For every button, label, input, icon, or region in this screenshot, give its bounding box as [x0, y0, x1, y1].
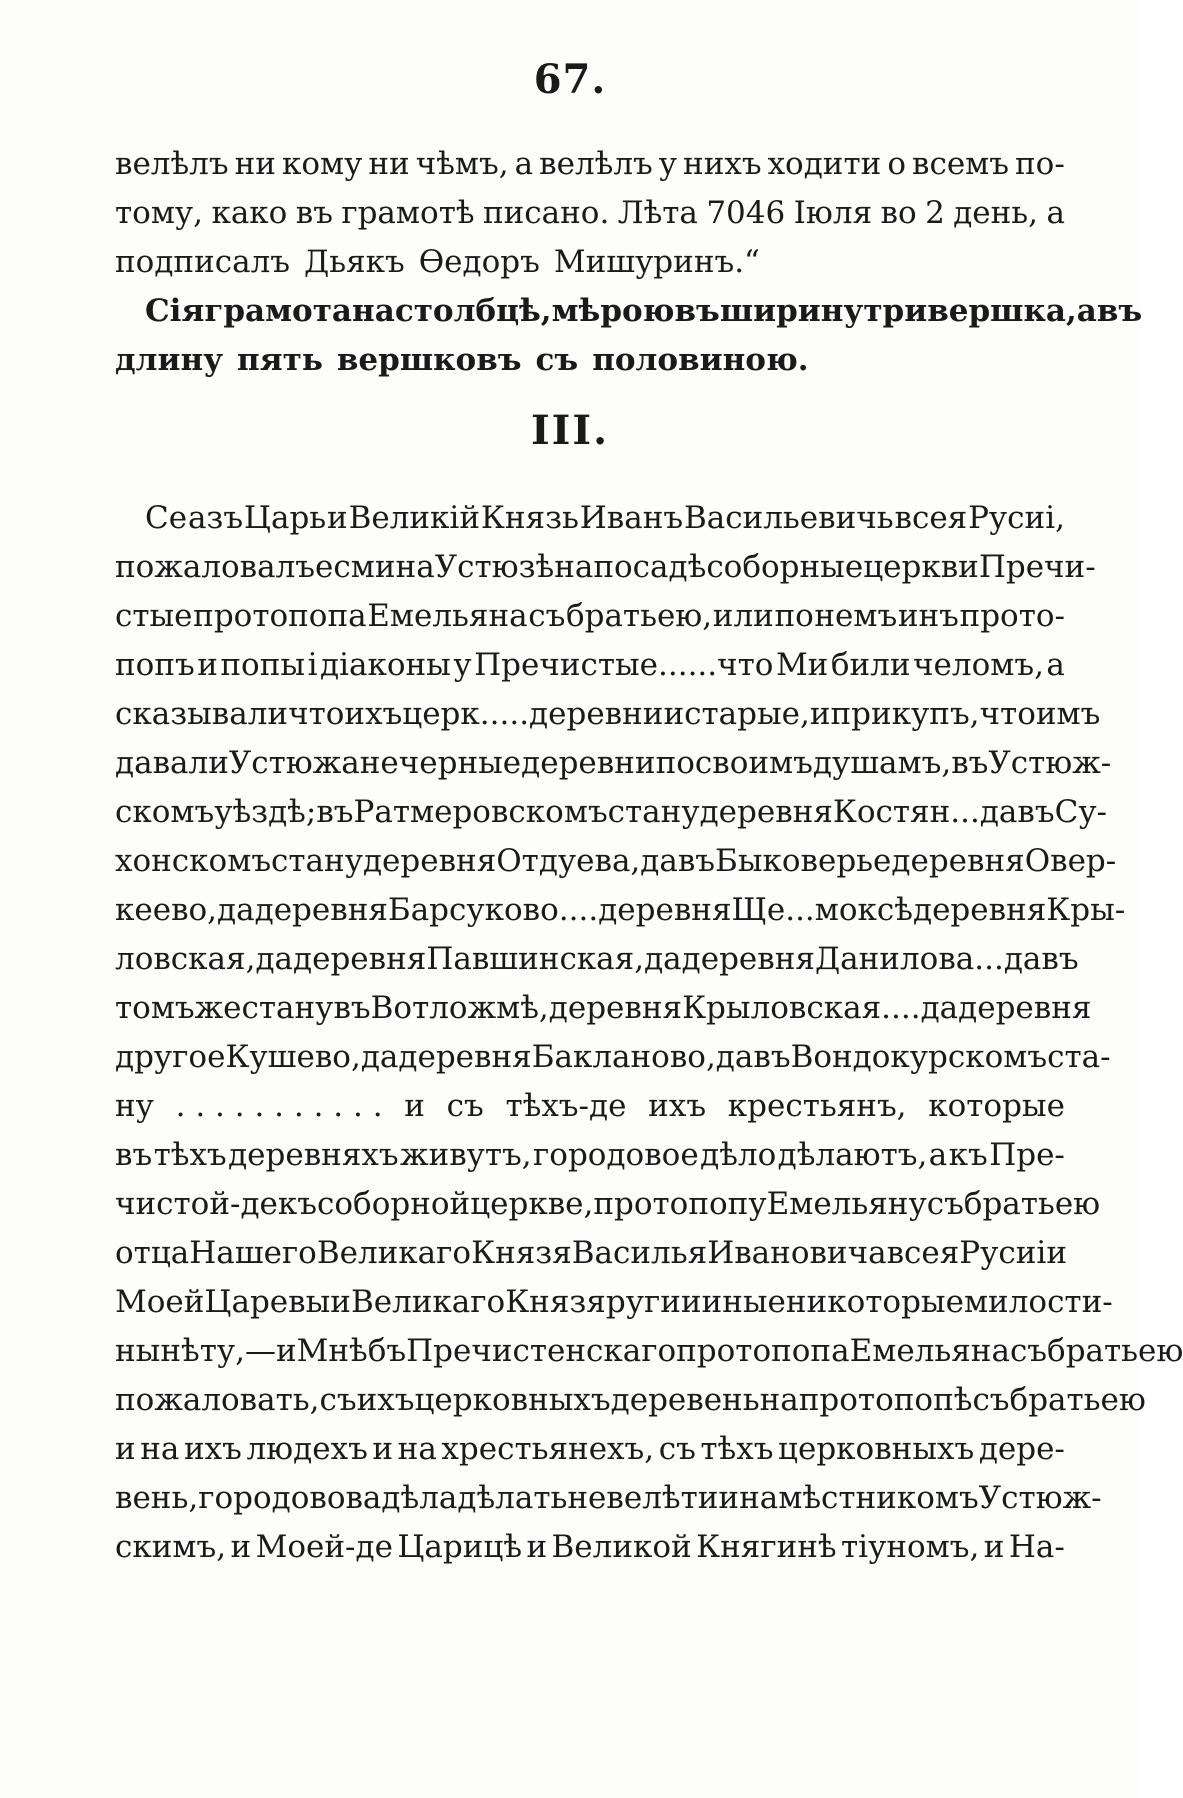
- word: попъ: [115, 647, 195, 683]
- word: деревня: [891, 843, 1025, 879]
- word: и: [663, 696, 685, 732]
- word: да: [255, 941, 294, 977]
- word: протопопу: [593, 1186, 767, 1222]
- word: никоторые: [785, 1284, 964, 1320]
- word: церк.....деревни: [402, 696, 664, 732]
- word: что: [979, 696, 1036, 732]
- word: съ: [972, 1382, 1010, 1418]
- text-line: [115, 189, 1065, 238]
- text-line: [115, 238, 1065, 287]
- word: і: [307, 647, 318, 683]
- word: и: [718, 1480, 740, 1516]
- word: Княгинѣ: [696, 1529, 837, 1565]
- word: Ѳедоръ: [418, 244, 540, 280]
- word: которые: [928, 1088, 1065, 1124]
- word: Овер-: [1024, 843, 1117, 879]
- word: съ: [319, 1382, 357, 1418]
- word: съ: [528, 598, 566, 634]
- word: и: [404, 1088, 425, 1124]
- word: а: [928, 1137, 948, 1173]
- word: вень,: [115, 1480, 199, 1516]
- word: Вондокурскомъ: [790, 1039, 1048, 1075]
- word: соборные: [706, 549, 864, 585]
- word: по-: [1015, 146, 1065, 182]
- word: церкви: [863, 549, 979, 585]
- word: въ: [316, 794, 354, 830]
- word: деревня: [548, 990, 683, 1026]
- word: Сія: [145, 293, 205, 329]
- text-line: [115, 886, 1126, 935]
- word: деревня: [958, 990, 1092, 1026]
- word: Быковерье: [715, 843, 892, 879]
- word: деревня: [913, 892, 1047, 928]
- word: братьею: [1047, 1333, 1183, 1369]
- word: ихъ: [184, 1431, 242, 1467]
- word: писано.: [482, 195, 610, 231]
- word: Ще...моксѣ: [731, 892, 913, 928]
- word: мѣрою: [551, 293, 675, 329]
- word: ни: [368, 146, 410, 182]
- word: а: [1046, 647, 1065, 683]
- word: вершковъ: [336, 342, 522, 378]
- word: немъ: [814, 598, 898, 634]
- word: Русиі: [959, 1235, 1047, 1271]
- word: и: [197, 647, 218, 683]
- word: въ: [753, 1039, 791, 1075]
- word: велѣлъ: [115, 146, 229, 182]
- word: да: [715, 1039, 754, 1075]
- word: деревень: [610, 1382, 760, 1418]
- word: Устюж-: [988, 745, 1112, 781]
- word: 2: [925, 195, 945, 231]
- word: братьею: [963, 1186, 1101, 1222]
- word: На-: [1008, 1529, 1065, 1565]
- word: Кушево,: [225, 1039, 361, 1075]
- word: церкве,: [470, 1186, 594, 1222]
- word: да: [640, 843, 678, 879]
- text-line: [115, 1033, 1111, 1082]
- word: на: [759, 1382, 799, 1418]
- word: стану: [607, 794, 700, 830]
- word: деревня: [681, 941, 815, 977]
- word: Устюзѣ: [434, 549, 555, 585]
- word: половиною.: [592, 342, 809, 378]
- word: ихъ: [344, 696, 403, 732]
- text-line: [115, 140, 1065, 189]
- word: сказывали: [115, 696, 289, 732]
- word: всея: [894, 500, 968, 536]
- text-line: [115, 1376, 1146, 1425]
- word: церковныхъ: [778, 1431, 975, 1467]
- word: ихъ: [648, 1088, 707, 1124]
- word: пожаловалъ: [115, 549, 316, 585]
- word: и: [230, 1529, 252, 1565]
- word: Иванъ: [579, 500, 684, 536]
- text-line: [115, 1131, 1065, 1180]
- word: Царь: [243, 500, 327, 536]
- text-line: [115, 494, 1065, 543]
- word: же: [194, 990, 242, 1026]
- text-line: [115, 788, 1108, 837]
- word: да: [360, 1039, 399, 1075]
- word: деревня: [362, 843, 497, 879]
- word: Князя: [505, 1284, 606, 1320]
- text-line: [115, 1180, 1101, 1229]
- word: Отдуева,: [496, 843, 641, 879]
- text-line: [115, 935, 1079, 984]
- word: Князь: [480, 500, 579, 536]
- word: въ: [333, 990, 371, 1026]
- word: деревняхъ: [228, 1137, 399, 1173]
- word: въ: [677, 843, 716, 879]
- text-line: [115, 837, 1117, 886]
- word: а: [514, 146, 534, 182]
- word: тіуномъ,: [841, 1529, 980, 1565]
- section-heading: III.: [530, 407, 610, 454]
- word: а: [1076, 293, 1097, 329]
- word: дѣла: [381, 1480, 458, 1516]
- word: столбцѣ,: [394, 293, 552, 329]
- word: на: [395, 549, 435, 585]
- word: въ: [1041, 941, 1079, 977]
- word: чистой-де: [115, 1186, 278, 1222]
- word: Лѣта: [617, 195, 698, 231]
- charter-note-paragraph: [115, 287, 1143, 385]
- word: дѣлать: [457, 1480, 568, 1516]
- word: Су-: [1054, 794, 1108, 830]
- word: Царицѣ: [397, 1529, 523, 1565]
- word: пять: [237, 342, 323, 378]
- word: ихъ: [356, 1382, 415, 1418]
- word: хонскомъ: [115, 843, 272, 879]
- word: чѣмъ,: [415, 146, 509, 182]
- word: давали: [115, 745, 229, 781]
- word: Ивановича: [707, 1235, 887, 1271]
- text-line: [115, 592, 1065, 641]
- word: попы: [220, 647, 306, 683]
- word: Василья: [571, 1235, 708, 1271]
- word: деревни: [521, 745, 656, 781]
- word: дѣло: [700, 1137, 777, 1173]
- word: и: [526, 1529, 548, 1565]
- word: Кры-: [1046, 892, 1126, 928]
- word: другое: [115, 1039, 226, 1075]
- word: ходити: [767, 146, 882, 182]
- word: инъ: [897, 598, 959, 634]
- word: 7046: [706, 195, 786, 231]
- word: вершка,: [927, 293, 1077, 329]
- charter-text-paragraph: [115, 494, 1183, 1572]
- word: имъ: [1035, 696, 1101, 732]
- word: Дьякъ: [304, 244, 405, 280]
- word: своимъ: [694, 745, 813, 781]
- word: деревня: [254, 892, 388, 928]
- word: деревня: [293, 941, 427, 977]
- word: Ми: [775, 647, 829, 683]
- word: Устюж-: [978, 1480, 1102, 1516]
- word: ну: [115, 1088, 154, 1124]
- word: городовое: [533, 1137, 699, 1173]
- text-line: [115, 1229, 1068, 1278]
- word: три: [863, 293, 928, 329]
- word: томъ: [115, 990, 195, 1026]
- word: на: [140, 1431, 180, 1467]
- word: Устюжане: [228, 745, 399, 781]
- word: иные: [701, 1284, 786, 1320]
- word: и: [983, 1529, 1005, 1565]
- word: подписалъ: [115, 244, 290, 280]
- word: у: [453, 647, 472, 683]
- text-line: [115, 336, 1065, 385]
- word: черные: [398, 745, 522, 781]
- word: грамотѣ: [341, 195, 475, 231]
- word: Великаго: [316, 1235, 472, 1271]
- word: Великаго: [350, 1284, 506, 1320]
- word: Се: [145, 500, 188, 536]
- word: городовова: [198, 1480, 382, 1516]
- word: велѣти: [606, 1480, 719, 1516]
- word: ны: [115, 1333, 161, 1369]
- word: и: [115, 1431, 136, 1467]
- word: милости-: [963, 1284, 1113, 1320]
- word: у: [658, 146, 678, 182]
- word: дере-: [978, 1431, 1065, 1467]
- word: Великой: [551, 1529, 692, 1565]
- word: на: [352, 293, 395, 329]
- word: велѣлъ: [539, 146, 653, 182]
- main-lines: [115, 494, 1183, 1572]
- word: по: [655, 745, 695, 781]
- word: Ратмеровскомъ: [353, 794, 608, 830]
- word: что: [288, 696, 345, 732]
- word: деревня: [398, 1039, 532, 1075]
- text-line: [115, 287, 1143, 336]
- word: съ: [658, 1431, 696, 1467]
- word: протопопа: [676, 1333, 850, 1369]
- word: къ: [948, 1137, 988, 1173]
- word: братьею,: [565, 598, 713, 634]
- word: или: [712, 598, 774, 634]
- word: тѣхъ: [153, 1137, 227, 1173]
- word: ста-: [1047, 1039, 1111, 1075]
- word: крестьянъ,: [727, 1088, 907, 1124]
- word: въ: [951, 745, 989, 781]
- word: длину: [115, 342, 224, 378]
- word: азъ: [187, 500, 244, 536]
- word: и: [1046, 1235, 1068, 1271]
- word: и: [327, 500, 348, 536]
- word: Бакланово,: [531, 1039, 716, 1075]
- word: Крыловская....да: [682, 990, 959, 1026]
- word: тѣхъ-де: [505, 1088, 627, 1124]
- word: въ: [1017, 794, 1055, 830]
- word: пожаловать,: [115, 1382, 320, 1418]
- word: и: [372, 1431, 394, 1467]
- word: намѣстникомъ: [739, 1480, 979, 1516]
- word: ни: [234, 146, 276, 182]
- word: Вотложмѣ,: [370, 990, 549, 1026]
- word: во: [880, 195, 917, 231]
- word: Костян...да: [832, 794, 1018, 830]
- word: деревня: [699, 794, 833, 830]
- word: старые,: [684, 696, 810, 732]
- word: скимъ,: [115, 1529, 227, 1565]
- text-line: [115, 1327, 1183, 1376]
- word: протопопѣ: [798, 1382, 973, 1418]
- word: стые: [115, 598, 193, 634]
- word: Емельяну: [766, 1186, 927, 1222]
- word: нихъ: [683, 146, 762, 182]
- word: съ: [1009, 1333, 1048, 1369]
- charter-ending-paragraph: [115, 140, 1143, 385]
- word: и: [680, 1284, 702, 1320]
- word: посадѣ: [593, 549, 707, 585]
- word: Барсуково....деревня: [387, 892, 732, 928]
- word: кому: [281, 146, 363, 182]
- word: всея: [886, 1235, 960, 1271]
- word: прикупъ,: [830, 696, 980, 732]
- word: да: [644, 941, 682, 977]
- word: а: [1046, 195, 1065, 231]
- word: тому,: [115, 195, 204, 231]
- word: Моей: [115, 1284, 205, 1320]
- word: отца: [115, 1235, 190, 1271]
- word: Емельяна: [367, 598, 528, 634]
- word: соборной: [317, 1186, 471, 1222]
- word: въ: [295, 195, 333, 231]
- word: съ: [926, 1186, 964, 1222]
- text-line: [115, 1425, 1065, 1474]
- word: протопопа: [193, 598, 367, 634]
- word: день,: [953, 195, 1039, 231]
- word: прото-: [959, 598, 1065, 634]
- word: Мнѣбъ: [296, 1333, 407, 1369]
- word: о: [887, 146, 906, 182]
- word: въ: [674, 293, 720, 329]
- word: діаконы: [319, 647, 451, 683]
- word: съ: [446, 1088, 484, 1124]
- word: руги: [605, 1284, 681, 1320]
- word: стану: [241, 990, 334, 1026]
- word: всемъ: [912, 146, 1009, 182]
- word: . . . . . . . . . . .: [175, 1088, 383, 1124]
- word: како: [211, 195, 288, 231]
- text-line: [115, 641, 1065, 690]
- word: ширину: [719, 293, 864, 329]
- word: Моей-де: [255, 1529, 393, 1565]
- word: по: [774, 598, 814, 634]
- word: скомъ: [115, 794, 215, 830]
- word: Пречистенскаго: [406, 1333, 677, 1369]
- text-line: [115, 739, 1112, 788]
- word: и: [330, 1284, 351, 1320]
- text-line: [115, 1082, 1065, 1131]
- word: челомъ,: [913, 647, 1044, 683]
- word: Емельяна: [849, 1333, 1010, 1369]
- word: въ: [1096, 293, 1143, 329]
- word: Іюля: [793, 195, 873, 231]
- word: Князя: [471, 1235, 572, 1271]
- word: церковныхъ: [414, 1382, 611, 1418]
- word: Нашего: [189, 1235, 317, 1271]
- word: Данилова...да: [814, 941, 1042, 977]
- word: грамота: [204, 293, 353, 329]
- word: Русиі,: [968, 500, 1065, 536]
- word: не: [567, 1480, 607, 1516]
- word: живутъ,: [400, 1137, 532, 1173]
- word: братьею: [1009, 1382, 1146, 1418]
- word: хрестьянехъ,: [441, 1431, 655, 1467]
- word: ловская,: [115, 941, 256, 977]
- word: били: [830, 647, 911, 683]
- word: душамъ,: [812, 745, 952, 781]
- word: Великій: [348, 500, 480, 536]
- word: стану: [271, 843, 363, 879]
- text-line: [115, 543, 1096, 592]
- text-line: [115, 690, 1101, 739]
- word: въ: [115, 1137, 153, 1173]
- word: Царевы: [204, 1284, 331, 1320]
- word: тѣхъ: [700, 1431, 774, 1467]
- text-line: [115, 1278, 1113, 1327]
- word: съ: [535, 342, 579, 378]
- word: на: [554, 549, 594, 585]
- text-line: [115, 1474, 1102, 1523]
- text-line: [115, 984, 1092, 1033]
- word: Мишуринъ.“: [553, 244, 760, 280]
- word: кеево,: [115, 892, 218, 928]
- word: Павшинская,: [426, 941, 645, 977]
- word: дѣлаютъ,: [777, 1137, 928, 1173]
- page-number: 67.: [533, 56, 607, 103]
- word: уѣздѣ;: [214, 794, 317, 830]
- word: къ: [277, 1186, 318, 1222]
- word: и: [809, 696, 831, 732]
- text-line: [115, 1523, 1065, 1572]
- word: да: [217, 892, 255, 928]
- word: на: [397, 1431, 437, 1467]
- word: Пречистые......что: [474, 647, 774, 683]
- word: Пре-: [989, 1137, 1065, 1173]
- word: людехъ: [246, 1431, 368, 1467]
- word: есми: [315, 549, 396, 585]
- word: Пречи-: [978, 549, 1096, 585]
- word: нѣту,—и: [160, 1333, 297, 1369]
- top-lines: [115, 140, 1065, 287]
- word: Васильевичь: [683, 500, 894, 536]
